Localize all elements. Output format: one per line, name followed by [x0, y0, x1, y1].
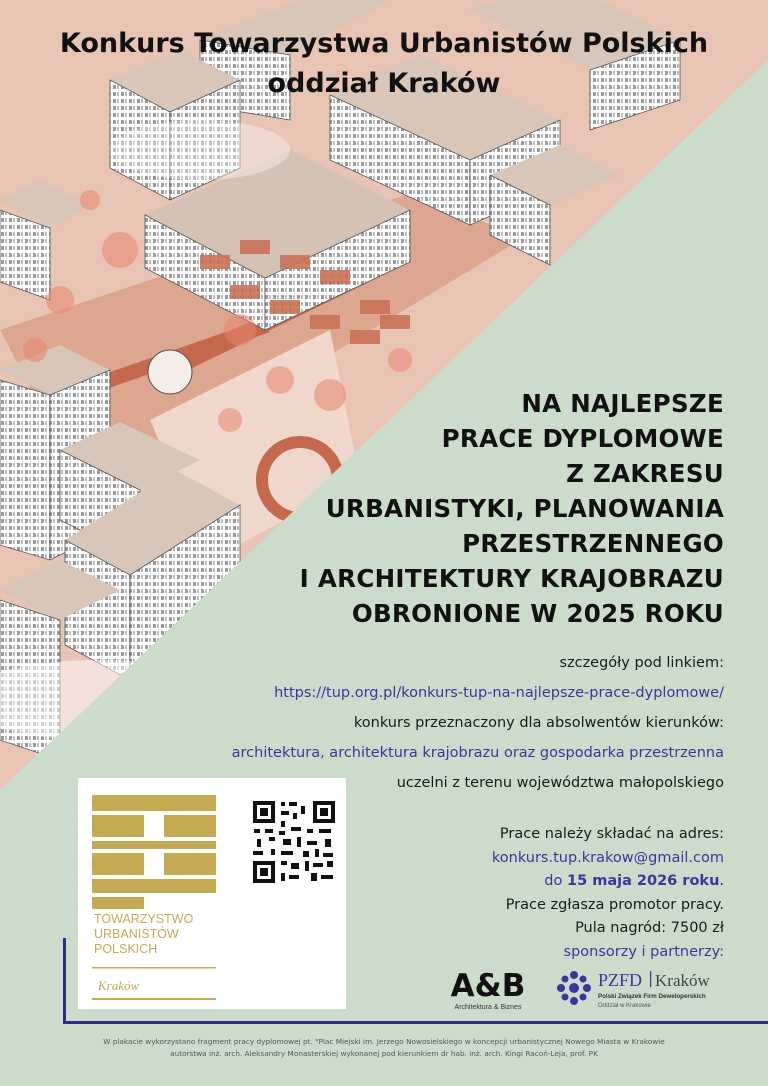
details-label: szczegóły pod linkiem:: [559, 655, 724, 671]
headline: [300, 386, 724, 631]
headline-line: Z ZAKRESU: [566, 459, 724, 488]
logo-line-3: POLSKICH: [94, 942, 158, 956]
pzfd-emblem-icon: [557, 971, 591, 1005]
prize-pool: Pula nagród: 7500 zł: [575, 920, 724, 936]
info-block: [232, 648, 724, 798]
headline-line: PRACE DYPLOMOWE: [441, 424, 724, 453]
audience-label: konkurs przeznaczony dla absolwentów kierunków:: [353, 715, 724, 731]
fields-of-study: architektura, architektura krajobrazu oraz gospodarka przestrzenna: [231, 745, 724, 761]
qr-code[interactable]: [251, 799, 337, 885]
navy-horizontal-rule: [63, 1021, 768, 1024]
deadline-prefix: do: [544, 873, 567, 889]
details-link[interactable]: https://tup.org.pl/konkurs-tup-na-najlepsze-prace-dyplomowe/: [274, 685, 724, 701]
ab-sponsor-logo[interactable]: [448, 964, 528, 1014]
footnote-line-2: autorstwa inż. arch. Aleksandry Monasterskiej wykonanej pod kierunkiem dr hab. inż. arch. Kingi Racoń-Leja, prof. PK: [170, 1049, 598, 1058]
ab-caption: Architektura & Biznes: [454, 1004, 522, 1011]
headline-line: OBRONIONE W 2025 ROKU: [351, 599, 724, 628]
deadline: [492, 870, 724, 894]
title-line-2: oddział Kraków: [267, 68, 501, 99]
pzfd-city: Kraków: [655, 971, 710, 990]
title-line-1: Konkurs Towarzystwa Urbanistów Polskich: [59, 28, 709, 59]
address-label: Prace należy składać na adres:: [499, 826, 724, 842]
pzfd-caption-2: Oddział w Krakowie: [598, 1003, 651, 1009]
headline-line: I ARCHITEKTURY KRAJOBRAZU: [299, 564, 724, 593]
region-text: uczelni z terenu województwa małopolskiego: [396, 775, 724, 791]
footnote-line-1: W plakacie wykorzystano fragment pracy dyplomowej pt. "Plac Miejski im. Jerzego Nowosielskiego w koncepcji urbanistycznej Nowego Miasta w Krakowie: [103, 1037, 665, 1046]
logo-line-1: TOWARZYSTWO: [94, 912, 194, 926]
logo-signature: Kraków: [98, 978, 140, 993]
pzfd-caption-1: Polski Związek Firm Deweloperskich: [598, 993, 706, 1000]
headline-line: PRZESTRZENNEGO: [462, 529, 724, 558]
ab-mark: A&B: [450, 968, 526, 1004]
page-title: [0, 24, 768, 104]
pzfd-name: PZFD: [598, 970, 643, 990]
promoter-note: Prace zgłasza promotor pracy.: [505, 896, 724, 913]
headline-line: URBANISTYKI, PLANOWANIA: [325, 494, 724, 523]
navy-vertical-rule: [63, 938, 66, 1024]
sponsors-label: sponsorzy i partnerzy:: [563, 943, 724, 960]
tup-logo: [92, 795, 216, 1005]
submission-block: [492, 823, 724, 964]
pzfd-sponsor-logo[interactable]: [554, 966, 724, 1012]
deadline-date: 15 maja 2026 roku: [566, 873, 720, 889]
email-link[interactable]: konkurs.tup.krakow@gmail.com: [491, 849, 724, 866]
logo-line-2: URBANISTÓW: [94, 927, 179, 941]
footnote: [0, 1036, 768, 1060]
headline-line: NA NAJLEPSZE: [521, 389, 724, 418]
deadline-suffix: .: [719, 873, 724, 889]
